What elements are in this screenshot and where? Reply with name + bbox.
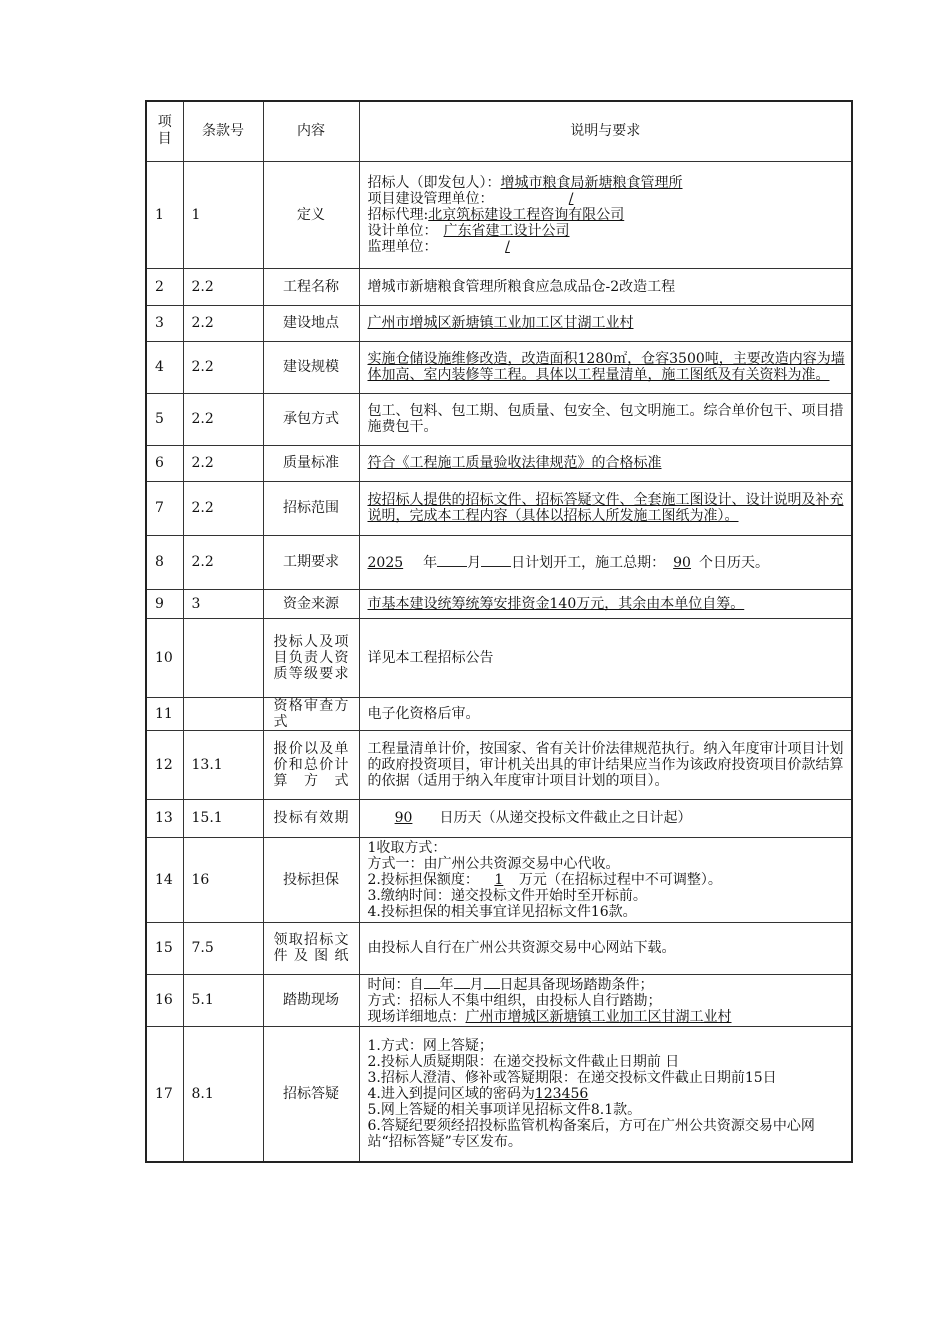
row-number: 12 [146, 730, 183, 799]
table-row [146, 837, 852, 922]
row-description: 包工、包料、包工期、包质量、包安全、包文明施工。综合单价包干、项目措施费包干。 [359, 393, 852, 445]
row-content: 建设地点 [263, 305, 359, 341]
row-number: 17 [146, 1026, 183, 1162]
row-number: 16 [146, 974, 183, 1026]
row-clause: 1 [183, 161, 263, 268]
row-description: 增城市新塘粮食管理所粮食应急成品仓-2改造工程 [359, 268, 852, 305]
row-clause: 8.1 [183, 1026, 263, 1162]
header-description: 说明与要求 [359, 101, 852, 161]
row-description [359, 837, 852, 922]
row-clause: 2.2 [183, 481, 263, 535]
row-number: 11 [146, 697, 183, 730]
day-blank [481, 553, 511, 567]
desc-line: 4.进入到提问区域的密码为123456 [367, 1085, 589, 1102]
validity-days: 90 [394, 810, 413, 826]
table-row [146, 922, 852, 974]
row-content: 资格审查方式 [263, 697, 359, 730]
row-content: 定义 [263, 161, 359, 268]
row-number: 8 [146, 535, 183, 589]
header-content: 内容 [263, 101, 359, 161]
row-content: 资金来源 [263, 589, 359, 618]
row-description: 工程量清单计价，按国家、省有关计价法律规范执行。纳入年度审计项目计划的政府投资项目，审计机关出具的审计结果应当作为该政府投资项目价款结算的依据（适用于纳入年度审计项目计划的项目）。 [359, 730, 852, 799]
row-content: 建设规模 [263, 341, 359, 393]
row-description: 广州市增城区新塘镇工业加工区甘湖工业村 [359, 305, 852, 341]
desc-line: 3.招标人澄清、修补或答疑期限：在递交投标文件截止日期前15日 [367, 1069, 777, 1086]
row-content: 领取招标文件及图纸 [263, 922, 359, 974]
table-row [146, 1026, 852, 1162]
row-clause [183, 697, 263, 730]
desc-line: 2.投标人质疑期限：在递交投标文件截止日期前 日 [367, 1053, 680, 1070]
table-row [146, 799, 852, 837]
row-clause: 16 [183, 837, 263, 922]
table-row [146, 268, 852, 305]
row-description: 由投标人自行在广州公共资源交易中心网站下载。 [359, 922, 852, 974]
table-row [146, 730, 852, 799]
desc-line: 1.方式：网上答疑； [367, 1037, 493, 1054]
row-clause: 5.1 [183, 974, 263, 1026]
header-item: 项 目 [146, 101, 183, 161]
table-row [146, 535, 852, 589]
desc-line: 6.答疑纪要须经招投标监管机构备案后，方可在广州公共资源交易中心网站“招标答疑”专区发布。 [367, 1117, 815, 1150]
row-content: 投标人及项目负责人资质等级要求 [263, 618, 359, 697]
month-blank [437, 553, 467, 567]
table-row [146, 341, 852, 393]
table-row [146, 589, 852, 618]
row-number: 5 [146, 393, 183, 445]
row-number: 4 [146, 341, 183, 393]
header-clause: 条款号 [183, 101, 263, 161]
tender-info-sheet [145, 100, 851, 1163]
table-row [146, 393, 852, 445]
row-description: 详见本工程招标公告 [359, 618, 852, 697]
table-header-row [146, 101, 852, 161]
desc-line: 监理单位： / [367, 238, 510, 255]
tender-data-table [145, 100, 853, 1163]
row-clause: 7.5 [183, 922, 263, 974]
row-content: 工期要求 [263, 535, 359, 589]
desc-line: 方式：招标人不集中组织，由投标人自行踏勘； [367, 993, 662, 1009]
row-number: 3 [146, 305, 183, 341]
desc-line: 1收取方式： [367, 839, 447, 856]
row-clause: 2.2 [183, 535, 263, 589]
row-clause: 3 [183, 589, 263, 618]
desc-line: 5.网上答疑的相关事项详见招标文件8.1款。 [367, 1101, 642, 1118]
row-number: 14 [146, 837, 183, 922]
row-content: 质量标准 [263, 445, 359, 481]
table-row [146, 618, 852, 697]
row-number: 2 [146, 268, 183, 305]
table-row [146, 481, 852, 535]
row-content: 投标担保 [263, 837, 359, 922]
row-description [359, 974, 852, 1026]
row-clause: 2.2 [183, 445, 263, 481]
row-number: 15 [146, 922, 183, 974]
desc-line: 3.缴纳时间：递交投标文件开始时至开标前。 [367, 887, 647, 904]
row-clause: 2.2 [183, 268, 263, 305]
row-content: 工程名称 [263, 268, 359, 305]
row-content: 踏勘现场 [263, 974, 359, 1026]
table-row [146, 445, 852, 481]
table-row [146, 305, 852, 341]
table-row [146, 161, 852, 268]
desc-line: 2.投标担保额度： 1 万元（在招标过程中不可调整）。 [367, 871, 722, 888]
row-content: 招标答疑 [263, 1026, 359, 1162]
row-number: 13 [146, 799, 183, 837]
row-number: 9 [146, 589, 183, 618]
row-description: 市基本建设统筹统筹安排资金140万元，其余由本单位自筹。 [359, 589, 852, 618]
row-clause: 2.2 [183, 341, 263, 393]
row-clause: 15.1 [183, 799, 263, 837]
row-clause [183, 618, 263, 697]
desc-line: 方式一：由广州公共资源交易中心代收。 [367, 855, 620, 872]
row-content: 报价以及单价和总价计算方式 [263, 730, 359, 799]
desc-line: 时间：自 年 月 日起具备现场踏勘条件； [367, 977, 654, 993]
row-description [359, 1026, 852, 1162]
row-number: 7 [146, 481, 183, 535]
row-content: 招标范围 [263, 481, 359, 535]
desc-line: 招标代理:北京筑标建设工程咨询有限公司 [367, 206, 625, 223]
desc-line: 招标人（即发包人）：增城市粮食局新塘粮食管理所 [367, 174, 683, 191]
table-row [146, 974, 852, 1026]
desc-line: 4.投标担保的相关事宜详见招标文件16款。 [367, 903, 637, 920]
row-description: 符合《工程施工质量验收法律规范》的合格标准 [359, 445, 852, 481]
desc-line: 设计单位： 广东省建工设计公司 [367, 222, 570, 239]
row-description: 90 日历天（从递交投标文件截止之日计起） [359, 799, 852, 837]
row-clause: 2.2 [183, 393, 263, 445]
row-content: 承包方式 [263, 393, 359, 445]
row-number: 6 [146, 445, 183, 481]
row-description [359, 161, 852, 268]
row-description: 电子化资格后审。 [359, 697, 852, 730]
desc-line: 现场详细地点：广州市增城区新塘镇工业加工区甘湖工业村 [367, 1009, 732, 1025]
row-clause: 2.2 [183, 305, 263, 341]
row-clause: 13.1 [183, 730, 263, 799]
row-number: 10 [146, 618, 183, 697]
row-content: 投标有效期 [263, 799, 359, 837]
row-description: 按招标人提供的招标文件、招标答疑文件、全套施工图设计、设计说明及补充说明，完成本工程内容（具体以招标人所发施工图纸为准）。 [359, 481, 852, 535]
row-number: 1 [146, 161, 183, 268]
table-row [146, 697, 852, 730]
row-description: 实施仓储设施维修改造，改造面积1280㎡，仓容3500吨，主要改造内容为墙体加高、室内装修等工程。具体以工程量清单，施工图纸及有关资料为准。 [359, 341, 852, 393]
desc-line: 项目建设管理单位： / [367, 190, 574, 207]
duration-days: 90 [673, 555, 691, 571]
start-year: 2025 [367, 555, 404, 571]
row-description: 2025 年 月 日计划开工，施工总期： 90 个日历天。 [359, 535, 852, 589]
